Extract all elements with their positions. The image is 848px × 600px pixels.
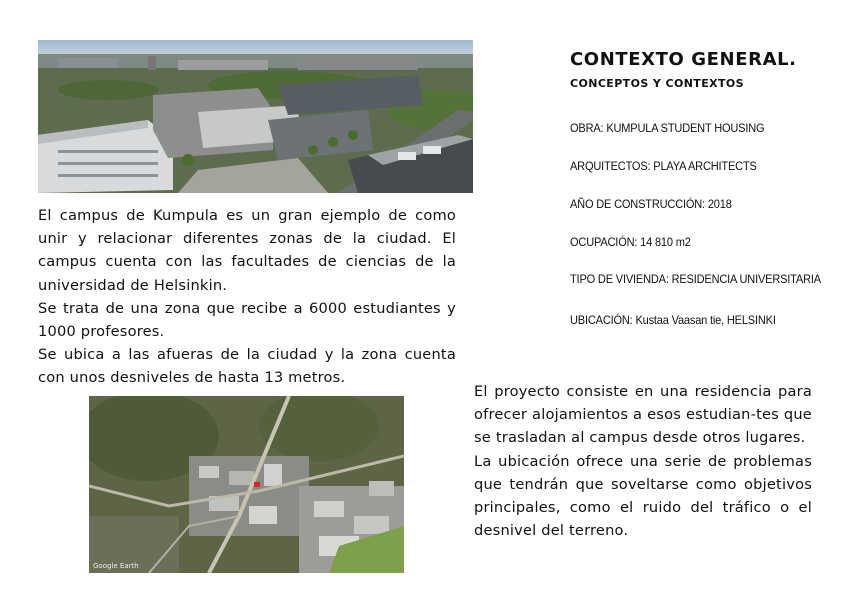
info-ubicacion: UBICACIÓN: Kustaa Vaasan tie, HELSINKI bbox=[570, 313, 776, 327]
info-anio-construccion: AÑO DE CONSTRUCCIÓN: 2018 bbox=[570, 197, 732, 211]
info-ocupacion: OCUPACIÓN: 14 810 m2 bbox=[570, 235, 691, 249]
project-description-paragraph: El proyecto consiste en una residencia para ofrecer alojamientos a esos estudian-tes que se trasladan al campus desde otros lugares. La ubicación ofrece una serie de problemas que tendrán que soveltarse como objetivos principales, como el ruido del tráfico o el desnivel del terreno. bbox=[474, 383, 812, 540]
info-obra: OBRA: KUMPULA STUDENT HOUSING bbox=[570, 121, 765, 135]
map-watermark: Google Earth bbox=[93, 562, 139, 570]
info-tipo-vivienda: TIPO DE VIVIENDA: RESIDENCIA UNIVERSITARIA bbox=[570, 272, 821, 286]
campus-aerial-photo bbox=[38, 40, 473, 193]
info-arquitectos: ARQUITECTOS: PLAYA ARCHITECTS bbox=[570, 159, 757, 173]
page-subtitle: CONCEPTOS Y CONTEXTOS bbox=[570, 77, 744, 90]
campus-description-paragraph: El campus de Kumpula es un gran ejemplo de como unir y relacionar diferentes zonas de la ciudad. El campus cuenta con las facultades de ciencias de la universidad de Helsinkin. Se trata de una zona que recibe a 6000 estudiantes y 1000 profesores. Se ubica a las afueras de la ciudad y la zona cuenta con unos desniveles de hasta 13 metros. bbox=[38, 207, 456, 387]
page-title: CONTEXTO GENERAL. bbox=[570, 49, 797, 70]
satellite-map-photo bbox=[89, 396, 404, 573]
